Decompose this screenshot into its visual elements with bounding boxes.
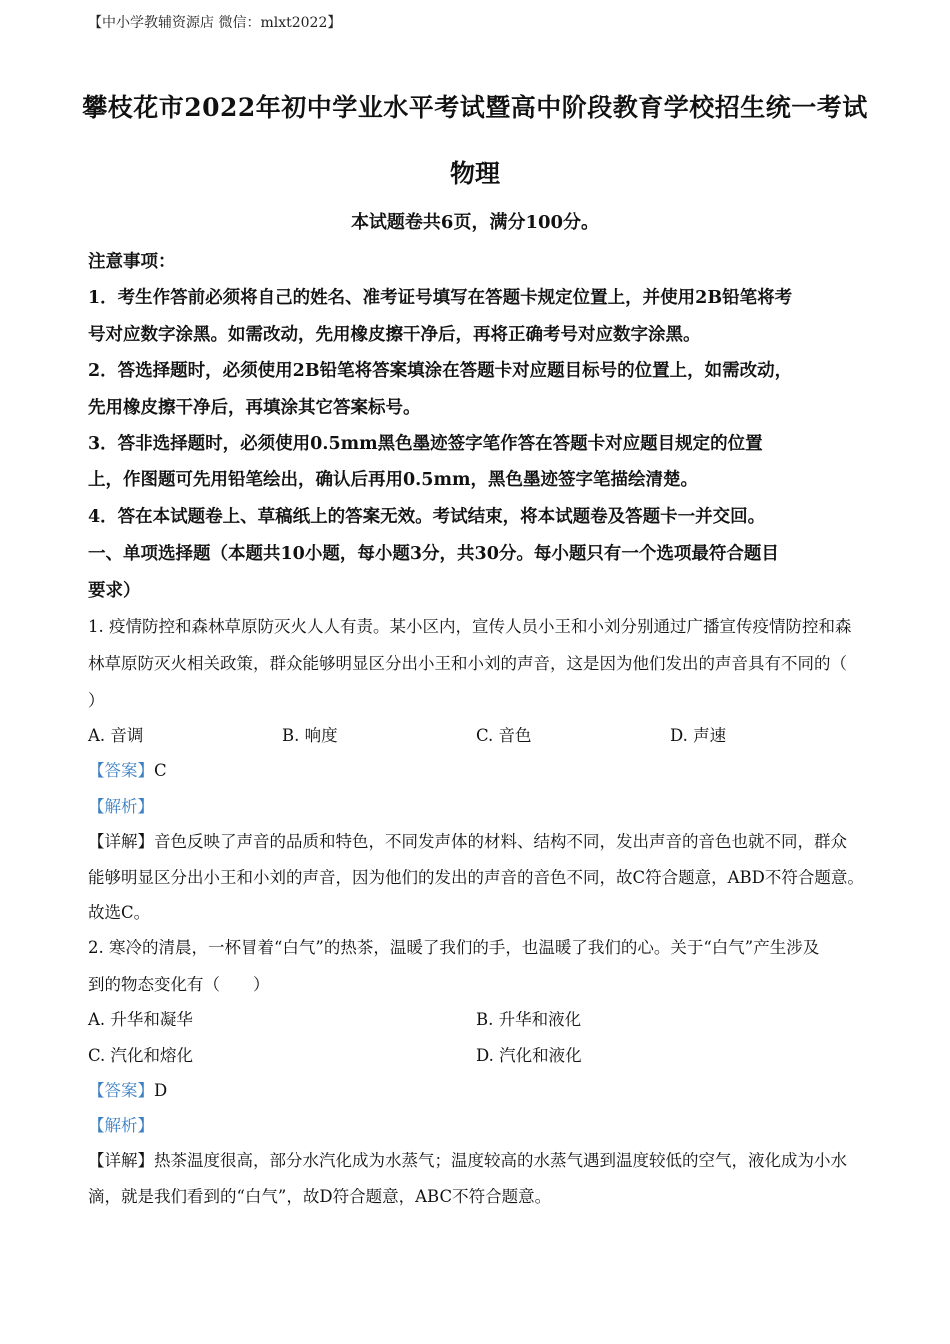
q1-option-a: A. 音调 xyxy=(88,726,144,745)
q1-stem-line-3: ） xyxy=(88,691,105,710)
note-3-line-2: 上，作图题可先用铅笔绘出，确认后再用0.5mm，黑色墨迹签字笔描绘清楚。 xyxy=(88,470,698,490)
detail-tag: 【详解】 xyxy=(88,832,154,851)
q1-option-d: D. 声速 xyxy=(670,726,727,745)
answer-tag: 【答案】 xyxy=(88,761,154,780)
exam-title: 攀枝花市2022年初中学业水平考试暨高中阶段教育学校招生统一考试 xyxy=(82,93,868,122)
q1-detail-text: 音色反映了声音的品质和特色，不同发声体的材料、结构不同，发出声音的音色也就不同，群众 xyxy=(154,832,847,851)
q1-detail-line-3: 故选C。 xyxy=(88,903,151,922)
paper-info: 本试题卷共6页，满分100分。 xyxy=(350,212,600,233)
note-2-line-2: 先用橡皮擦干净后，再填涂其它答案标号。 xyxy=(88,398,421,418)
q2-stem-line-2: 到的物态变化有（ ） xyxy=(88,975,270,994)
subject-title: 物理 xyxy=(449,159,500,188)
q2-detail-line-1 xyxy=(88,1147,847,1171)
q2-option-d: D. 汽化和液化 xyxy=(476,1046,582,1065)
q1-analysis xyxy=(88,793,154,817)
q1-detail-line-2: 能够明显区分出小王和小刘的声音，因为他们的发出的声音的音色不同，故C符合题意，ABD不符合题意。 xyxy=(88,868,864,887)
q2-answer-value: D xyxy=(154,1081,168,1100)
q2-stem-line-1: 2. 寒冷的清晨，一杯冒着“白气”的热茶，温暖了我们的手，也温暖了我们的心。关于“白气”产生涉及 xyxy=(88,938,820,957)
q2-option-c: C. 汽化和熔化 xyxy=(88,1046,194,1065)
answer-tag: 【答案】 xyxy=(88,1081,154,1100)
section-title-line-1: 一、单项选择题（本题共10小题，每小题3分，共30分。每小题只有一个选项最符合题目 xyxy=(88,544,779,564)
q2-option-a: A. 升华和凝华 xyxy=(88,1010,193,1029)
note-1-line-1: 1．考生作答前必须将自己的姓名、准考证号填写在答题卡规定位置上，并使用2B铅笔将考 xyxy=(88,288,793,308)
q2-analysis xyxy=(88,1112,154,1136)
detail-tag: 【详解】 xyxy=(88,1151,154,1170)
note-3-line-1: 3．答非选择题时，必须使用0.5mm黑色墨迹签字笔作答在答题卡对应题目规定的位置 xyxy=(88,434,763,454)
note-1-line-2: 号对应数字涂黑。如需改动，先用橡皮擦干净后，再将正确考号对应数字涂黑。 xyxy=(88,325,701,345)
q2-answer xyxy=(88,1077,167,1101)
q2-detail-text: 热茶温度很高，部分水汽化成为水蒸气；温度较高的水蒸气遇到温度较低的空气，液化成为小水 xyxy=(154,1151,847,1170)
notes-heading: 注意事项： xyxy=(88,252,176,272)
q1-stem-line-2: 林草原防灭火相关政策，群众能够明显区分出小王和小刘的声音，这是因为他们发出的声音具有不同的（ xyxy=(88,654,847,673)
analysis-tag: 【解析】 xyxy=(88,797,154,816)
q1-detail-line-1 xyxy=(88,828,847,852)
analysis-tag: 【解析】 xyxy=(88,1116,154,1135)
q1-option-c: C. 音色 xyxy=(476,726,532,745)
q1-answer xyxy=(88,757,167,781)
q1-stem-line-1: 1. 疫情防控和森林草原防灭火人人有责。某小区内，宣传人员小王和小刘分别通过广播宣传疫情防控和森 xyxy=(88,617,852,636)
q1-option-b: B. 响度 xyxy=(282,726,338,745)
note-2-line-1: 2．答选择题时，必须使用2B铅笔将答案填涂在答题卡对应题目标号的位置上，如需改动， xyxy=(88,361,793,381)
q2-detail-line-2: 滴，就是我们看到的“白气”，故D符合题意，ABC不符合题意。 xyxy=(88,1187,552,1206)
q2-option-b: B. 升华和液化 xyxy=(476,1010,582,1029)
q1-answer-value: C xyxy=(154,761,167,780)
note-4-line-1: 4．答在本试题卷上、草稿纸上的答案无效。考试结束，将本试题卷及答题卡一并交回。 xyxy=(88,507,766,527)
section-title-line-2: 要求） xyxy=(88,581,141,601)
header-note: 【中小学教辅资源店 微信：mlxt2022】 xyxy=(88,15,342,31)
